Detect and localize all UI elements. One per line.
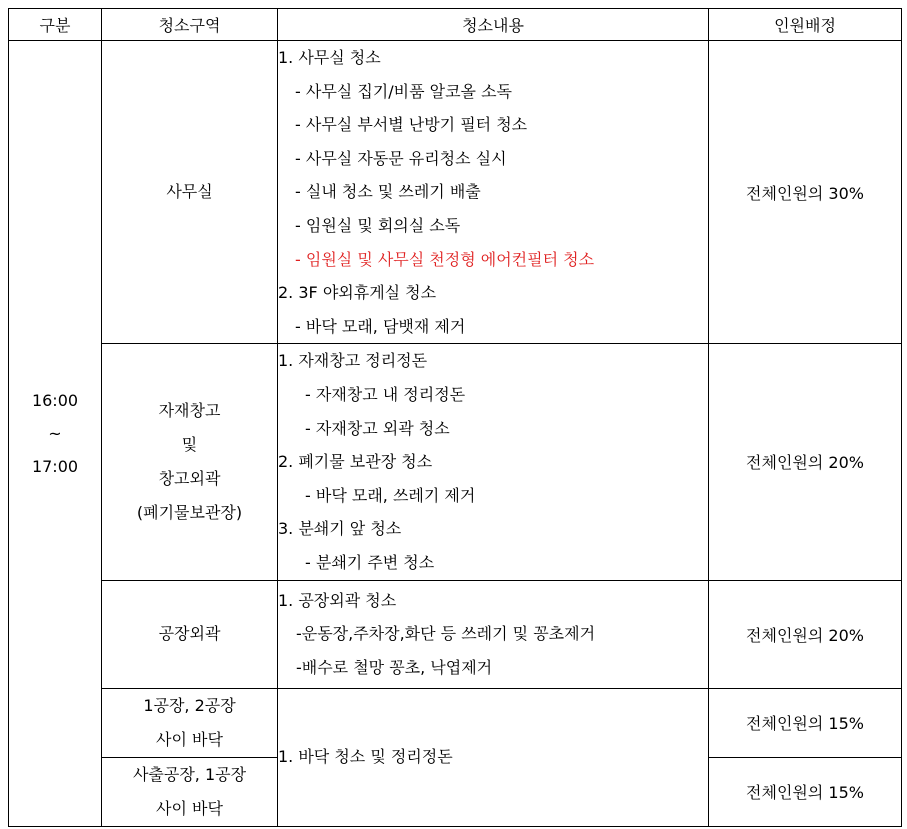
header-division: 구분: [9, 9, 102, 41]
zone-warehouse: [102, 344, 278, 580]
content-line: - 실내 청소 및 쓰레기 배출: [295, 182, 481, 202]
table-row: [9, 344, 902, 580]
content-line: 1. 사무실 청소: [278, 48, 381, 67]
zone-label: 사이 바닥: [156, 729, 223, 749]
header-zone: 청소구역: [102, 9, 278, 41]
content-line: -배수로 철망 꽁초, 낙엽제거: [296, 657, 493, 677]
time-start: 16:00: [31, 390, 79, 410]
zone-label: 및: [181, 434, 198, 454]
table-row: [9, 580, 902, 688]
staff-warehouse: 전체인원의 20%: [709, 344, 902, 580]
zone-label: 공장외곽: [158, 624, 221, 643]
zone-label: 자재창고: [158, 400, 221, 420]
content-line: -운동장,주차장,화단 등 쓰레기 및 꽁초제거: [296, 624, 596, 644]
content-line: - 분쇄기 주변 청소: [305, 552, 435, 572]
content-line: 1. 바닥 청소 및 정리정돈: [278, 747, 453, 767]
content-line: 2. 3F 야외휴게실 청소: [278, 283, 437, 303]
content-floor-cleaning: [278, 688, 709, 826]
content-factory-exterior: [278, 580, 709, 688]
content-line: - 자재창고 내 정리정돈: [305, 384, 466, 404]
time-separator: ~: [48, 423, 62, 443]
header-row: [9, 9, 902, 41]
content-line: 3. 분쇄기 앞 청소: [278, 519, 402, 539]
header-content: 청소내용: [278, 9, 709, 41]
time-end: 17:00: [31, 456, 79, 476]
content-office: [278, 41, 709, 344]
header-staff: 인원배정: [709, 9, 902, 41]
staff-factory-exterior: 전체인원의 20%: [709, 580, 902, 688]
cleaning-schedule-table: [8, 8, 902, 827]
zone-factory-1-2: [102, 688, 278, 757]
content-line: 1. 공장외곽 청소: [278, 590, 397, 610]
zone-label: 사출공장, 1공장: [132, 764, 247, 784]
content-line: - 사무실 부서별 난방기 필터 청소: [295, 115, 528, 135]
zone-label: 1공장, 2공장: [143, 695, 236, 715]
zone-label: 창고외곽: [158, 468, 221, 488]
staff-office: 전체인원의 30%: [709, 41, 902, 344]
zone-label: (폐기물보관장): [136, 502, 243, 522]
content-line: - 바닥 모래, 쓰레기 제거: [305, 485, 476, 505]
content-line: 2. 폐기물 보관장 청소: [278, 452, 433, 472]
staff-factory-1-2: 전체인원의 15%: [709, 688, 902, 757]
zone-injection-factory: [102, 757, 278, 826]
content-line: 1. 자재창고 정리정돈: [278, 351, 428, 371]
table-row: [9, 41, 902, 344]
content-line-highlight: - 임원실 및 사무실 천정형 에어컨필터 청소: [295, 249, 595, 269]
content-line: - 사무실 자동문 유리청소 실시: [295, 148, 507, 168]
zone-label: 사이 바닥: [156, 798, 223, 818]
time-cell: [9, 41, 102, 827]
zone-factory-exterior: [102, 580, 278, 688]
zone-label: 사무실: [166, 182, 213, 202]
content-warehouse: [278, 344, 709, 580]
content-line: - 임원실 및 회의실 소독: [295, 215, 461, 235]
staff-injection-factory: 전체인원의 15%: [709, 757, 902, 826]
table-row: [9, 688, 902, 757]
content-line: - 바닥 모래, 담뱃재 제거: [295, 316, 466, 336]
content-line: - 자재창고 외곽 청소: [305, 418, 450, 438]
content-line: - 사무실 집기/비품 알코올 소독: [295, 81, 512, 101]
zone-office: [102, 41, 278, 344]
